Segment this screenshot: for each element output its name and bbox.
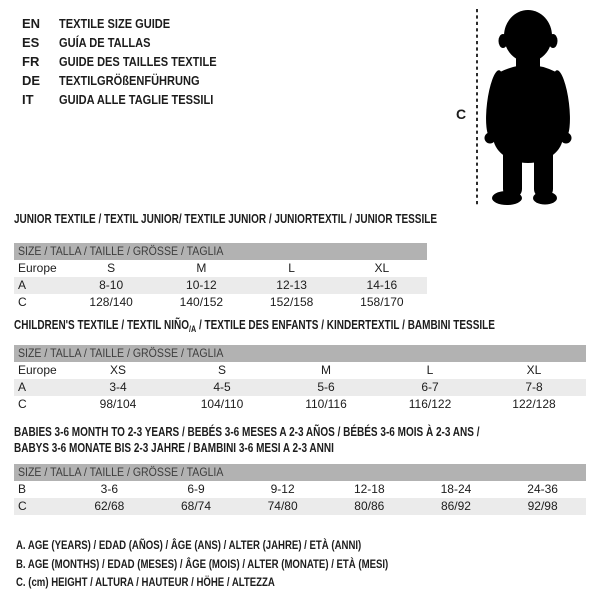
table-cell: XL [526, 363, 542, 377]
junior-table-title [14, 212, 543, 227]
children-title-sub: /A [188, 324, 197, 334]
table-cell: 158/170 [360, 295, 404, 309]
table-cell: 12-18 [353, 482, 385, 496]
children-title-post: / TEXTILE DES ENFANTS / KINDERTEXTIL / BAMBINI TESSILE [196, 318, 495, 332]
table-row-height [14, 294, 427, 311]
size-band-label: SIZE / TALLA / TAILLE / GRÖSSE / TAGLIA [18, 465, 224, 479]
size-band-label: SIZE / TALLA / TAILLE / GRÖSSE / TAGLIA [18, 346, 224, 360]
language-code: DE [22, 73, 41, 88]
table-cell: 3-6 [100, 482, 118, 496]
table-cell: 110/116 [305, 397, 347, 411]
table-row-height [14, 498, 586, 515]
table-cell: 10-12 [156, 277, 246, 294]
footnote-text: B. AGE (MONTHS) / EDAD (MESES) / ÂGE (MOIS) / ALTER (MONATE) / ETÀ (MESI) [16, 556, 389, 571]
footnote-a [16, 536, 481, 555]
size-header-band [14, 464, 586, 481]
table-cell: M [321, 363, 331, 377]
language-code: IT [22, 92, 34, 107]
table-cell: 86/92 [413, 498, 500, 515]
table-cell: 98/104 [99, 397, 137, 411]
table-row-europe [14, 362, 586, 379]
table-cell: A [14, 277, 66, 294]
table-cell: 62/68 [66, 498, 153, 515]
language-row-es [22, 33, 244, 52]
table-cell: 4-5 [170, 379, 274, 396]
table-cell: 18-24 [440, 482, 472, 496]
table-cell: S [107, 261, 116, 275]
table-row-age [14, 277, 427, 294]
table-cell: 80/86 [326, 498, 413, 515]
table-cell: 140/152 [179, 295, 224, 309]
table-cell: 5-6 [274, 379, 378, 396]
footnote-c [16, 573, 481, 592]
table-cell: 116/122 [408, 397, 452, 411]
table-cell: 3-4 [66, 379, 170, 396]
table-cell: 9-12 [270, 482, 295, 496]
table-cell: XL [374, 261, 390, 275]
table-cell: M [196, 261, 207, 275]
table-cell: C [18, 397, 27, 411]
table-cell: 74/80 [239, 498, 326, 515]
table-row-age-months [14, 481, 586, 498]
table-cell: 68/74 [153, 498, 240, 515]
table-cell: 6-7 [378, 379, 482, 396]
table-cell: 14-16 [337, 277, 427, 294]
footnote-text: C. (cm) HEIGHT / ALTURA / HAUTEUR / HÖHE / ALTEZZA [16, 575, 275, 590]
baby-silhouette-shape [483, 10, 573, 205]
table-cell: 12-13 [247, 277, 337, 294]
language-label: GUÍA DE TALLAS [59, 35, 151, 50]
language-label: GUIDE DES TAILLES TEXTILE [59, 54, 217, 69]
language-list [22, 14, 244, 109]
language-label: TEXTILGRÖßENFÜHRUNG [59, 73, 200, 88]
language-code: FR [22, 54, 40, 69]
table-cell: C [18, 295, 27, 309]
table-cell: Europe [18, 363, 57, 377]
table-row-age [14, 379, 586, 396]
size-band-label: SIZE / TALLA / TAILLE / GRÖSSE / TAGLIA [18, 244, 224, 258]
table-cell: A [14, 379, 66, 396]
table-cell: 7-8 [482, 379, 586, 396]
table-cell: 152/158 [269, 295, 314, 309]
babies-table-title [14, 424, 596, 456]
language-label: GUIDA ALLE TAGLIE TESSILI [59, 92, 214, 107]
language-code: ES [22, 35, 40, 50]
table-cell: C [14, 498, 66, 515]
table-row-height [14, 396, 586, 413]
table-cell: 92/98 [499, 498, 586, 515]
table-cell: 24-36 [527, 482, 558, 496]
table-cell: 6-9 [187, 482, 205, 496]
children-table-title [14, 318, 600, 337]
table-cell: Europe [18, 261, 57, 275]
table-cell: B [18, 482, 27, 496]
baby-silhouette-icon [470, 6, 576, 208]
language-code: EN [22, 16, 41, 31]
children-size-table [14, 345, 586, 413]
height-measure-label: C [455, 106, 467, 122]
table-cell: 8-10 [66, 277, 156, 294]
babies-size-table [14, 464, 586, 515]
table-cell: L [288, 261, 295, 275]
babies-title-line1: BABIES 3-6 MONTH TO 2-3 YEARS / BEBÉS 3-6 MESES A 2-3 AÑOS / BÉBÉS 3-6 MOIS À 2-3 ANS / [14, 425, 480, 439]
junior-size-table [14, 243, 427, 311]
language-row-fr [22, 52, 244, 71]
table-cell: 128/140 [89, 295, 133, 309]
footnote-list [16, 536, 481, 592]
footnote-text: A. AGE (YEARS) / EDAD (AÑOS) / ÂGE (ANS) / ALTER (JAHRE) / ETÀ (ANNI) [16, 538, 362, 552]
language-row-it [22, 90, 244, 109]
size-header-band [14, 243, 427, 260]
table-cell: XS [109, 363, 126, 377]
table-cell: 122/128 [512, 397, 556, 411]
children-title-text [14, 318, 495, 337]
table-cell: L [426, 363, 434, 377]
language-label: TEXTILE SIZE GUIDE [59, 16, 171, 31]
table-cell: S [217, 363, 226, 377]
language-row-en [22, 14, 244, 33]
junior-title-text: JUNIOR TEXTILE / TEXTIL JUNIOR/ TEXTILE JUNIOR / JUNIORTEXTIL / JUNIOR TESSILE [14, 212, 438, 226]
children-title-pre: CHILDREN'S TEXTILE / TEXTIL NIÑO [14, 318, 189, 332]
babies-title-line2: BABYS 3-6 MONATE BIS 2-3 JAHRE / BAMBINI 3-6 MESI A 2-3 ANNI [14, 441, 334, 455]
language-row-de [22, 71, 244, 90]
table-cell: 104/110 [200, 397, 244, 411]
table-row-europe [14, 260, 427, 277]
size-header-band [14, 345, 586, 362]
footnote-b [16, 555, 481, 574]
